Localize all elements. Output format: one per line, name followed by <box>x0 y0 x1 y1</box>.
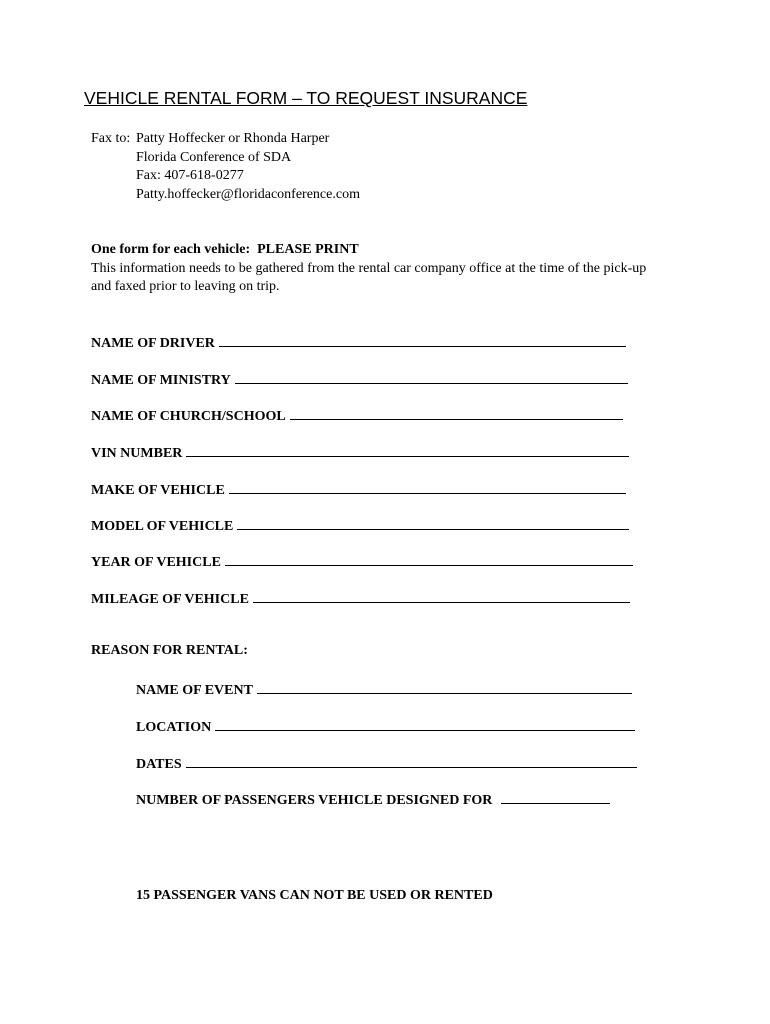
fax-recipients: Patty Hoffecker or Rhonda Harper <box>136 131 330 146</box>
vehicle-year-input[interactable] <box>225 551 633 566</box>
vin-number-label: VIN NUMBER <box>91 446 183 461</box>
fax-email: Patty.hoffecker@floridaconference.com <box>136 186 360 202</box>
fax-organization: Florida Conference of SDA <box>136 149 292 165</box>
dates-input[interactable] <box>186 753 637 768</box>
vehicle-make-input[interactable] <box>229 479 626 494</box>
driver-name-label: NAME OF DRIVER <box>91 336 215 351</box>
ministry-name-label: NAME OF MINISTRY <box>91 373 231 388</box>
instructions-heading: One form for each vehicle: PLEASE PRINT <box>91 242 359 257</box>
location-input[interactable] <box>215 716 635 731</box>
event-name-label: NAME OF EVENT <box>136 683 253 698</box>
vehicle-mileage-label: MILEAGE OF VEHICLE <box>91 592 249 607</box>
passenger-capacity-input[interactable] <box>501 789 610 804</box>
vehicle-model-label: MODEL OF VEHICLE <box>91 519 234 534</box>
vehicle-year-label: YEAR OF VEHICLE <box>91 555 221 570</box>
fax-number: Fax: 407-618-0277 <box>136 168 244 183</box>
dates-label: DATES <box>136 757 182 772</box>
ministry-name-field <box>91 369 628 389</box>
church-school-field <box>91 405 623 425</box>
fax-to-label: Fax to: <box>91 131 131 146</box>
instructions-text: This information needs to be gathered from the rental car company office at the time of the pick-up and faxed prior to leaving on trip. <box>91 260 647 294</box>
vehicle-model-field <box>91 515 629 535</box>
vehicle-mileage-input[interactable] <box>253 588 630 603</box>
vehicle-mileage-field <box>91 588 630 608</box>
passenger-capacity-label: NUMBER OF PASSENGERS VEHICLE DESIGNED FOR <box>136 793 493 808</box>
church-school-input[interactable] <box>290 405 623 420</box>
ministry-name-input[interactable] <box>235 369 628 384</box>
vehicle-make-label: MAKE OF VEHICLE <box>91 483 225 498</box>
reason-for-rental-heading: REASON FOR RENTAL: <box>91 643 248 658</box>
dates-field <box>136 753 637 773</box>
passenger-capacity-field <box>136 789 610 809</box>
location-label: LOCATION <box>136 720 212 735</box>
location-field <box>136 716 635 736</box>
van-warning: 15 PASSENGER VANS CAN NOT BE USED OR RENTED <box>136 888 493 903</box>
vin-number-field <box>91 442 629 462</box>
event-name-field <box>136 679 632 699</box>
vehicle-year-field <box>91 551 633 571</box>
vin-number-input[interactable] <box>186 442 629 457</box>
church-school-label: NAME OF CHURCH/SCHOOL <box>91 409 286 424</box>
driver-name-input[interactable] <box>219 332 626 347</box>
vehicle-model-input[interactable] <box>237 515 629 530</box>
fax-to-block <box>91 130 360 204</box>
event-name-input[interactable] <box>257 679 632 694</box>
form-title: VEHICLE RENTAL FORM – TO REQUEST INSURANCE <box>84 88 528 108</box>
driver-name-field <box>91 332 626 352</box>
vehicle-make-field <box>91 479 626 499</box>
instructions <box>91 241 651 297</box>
